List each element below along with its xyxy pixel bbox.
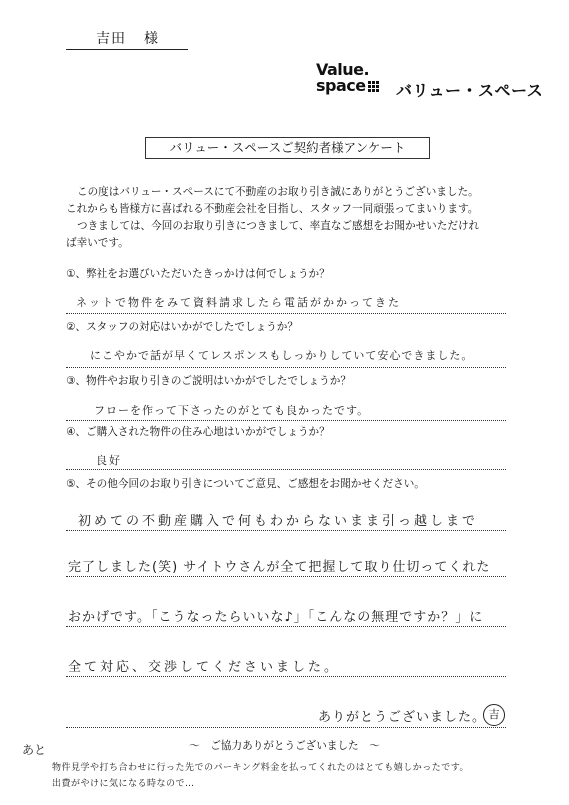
answer-5-line: ありがとうございました。 xyxy=(318,710,487,725)
answer-5-line: 初めての不動産購入で何もわからないまま引っ越しまで xyxy=(78,514,479,529)
answer-line xyxy=(66,367,506,368)
answer-line xyxy=(66,420,506,421)
closing-message: ～ ご協力ありがとうございました ～ xyxy=(189,740,380,752)
question-1: ①、弊社をお選びいただいたきっかけは何でしょうか？ xyxy=(66,268,330,280)
answer-2: にこやかで話が早くてレスポンスもしっかりしていて安心できました。 xyxy=(90,349,474,362)
answer-line xyxy=(66,626,506,627)
footnote-line: 物件見学や打ち合わせに行った先でのパーキング料金を払ってくれたのはとても嬉しかったです。 xyxy=(52,763,470,773)
logo-line2: space xyxy=(316,76,366,95)
answer-5-line: 全て対応、交渉してくださいました。 xyxy=(68,660,341,675)
answer-3: フローを作って下さったのがとても良かったです。 xyxy=(94,404,370,417)
answer-5-line: おかげです。「こうなったらいいな♪」「こんなの無理ですか？」に xyxy=(68,610,484,625)
company-logo-mark xyxy=(316,62,379,94)
intro-line: つきましては、今回のお取り引きにつきまして、率直なご感想をお聞かせいただけれ xyxy=(77,220,480,232)
intro-paragraph xyxy=(66,184,506,252)
company-logo-text: バリュー・スペース xyxy=(396,81,544,100)
question-4: ④、ご購入された物件の住み心地はいかがでしょうか？ xyxy=(66,426,330,438)
logo-dots-icon xyxy=(368,81,379,92)
signature-stamp: 吉 xyxy=(483,704,505,726)
answer-5-line: 完了しました(笑) サイトウさんが全て把握して取り仕切ってくれた xyxy=(68,560,491,575)
logo-line1: Value. xyxy=(316,60,370,79)
answer-1: ネットで物件をみて資料請求したら電話がかかってきた xyxy=(76,296,401,309)
answer-4: 良好 xyxy=(96,454,122,467)
recipient-line xyxy=(66,28,188,50)
intro-line: これからも皆様方に喜ばれる不動産会社を目指し、スタッフ一同頑張ってまいります。 xyxy=(66,203,479,215)
footnote-line: 出費がやけに気になる時なので… xyxy=(52,779,195,789)
answer-line xyxy=(66,313,506,314)
footnote-prefix: あと xyxy=(22,743,47,757)
answer-line xyxy=(66,469,506,470)
answer-line xyxy=(66,676,506,677)
question-2: ②、スタッフの対応はいかがでしたでしょうか？ xyxy=(66,321,298,333)
answer-line xyxy=(66,727,506,728)
intro-line: ば幸いです。 xyxy=(66,237,129,249)
question-5: ⑤、その他今回のお取り引きについてご意見、ご感想をお聞かせください。 xyxy=(66,478,425,490)
recipient-name: 吉田 xyxy=(96,31,126,47)
recipient-honorific: 様 xyxy=(144,31,159,47)
answer-line xyxy=(66,530,506,531)
question-3: ③、物件やお取り引きのご説明はいかがでしたでしょうか？ xyxy=(66,375,351,387)
answer-line xyxy=(66,576,506,577)
intro-line: この度はバリュー・スペースにて不動産のお取り引き誠にありがとうございました。 xyxy=(77,186,479,198)
survey-title: バリュー・スペースご契約者様アンケート xyxy=(145,137,430,159)
